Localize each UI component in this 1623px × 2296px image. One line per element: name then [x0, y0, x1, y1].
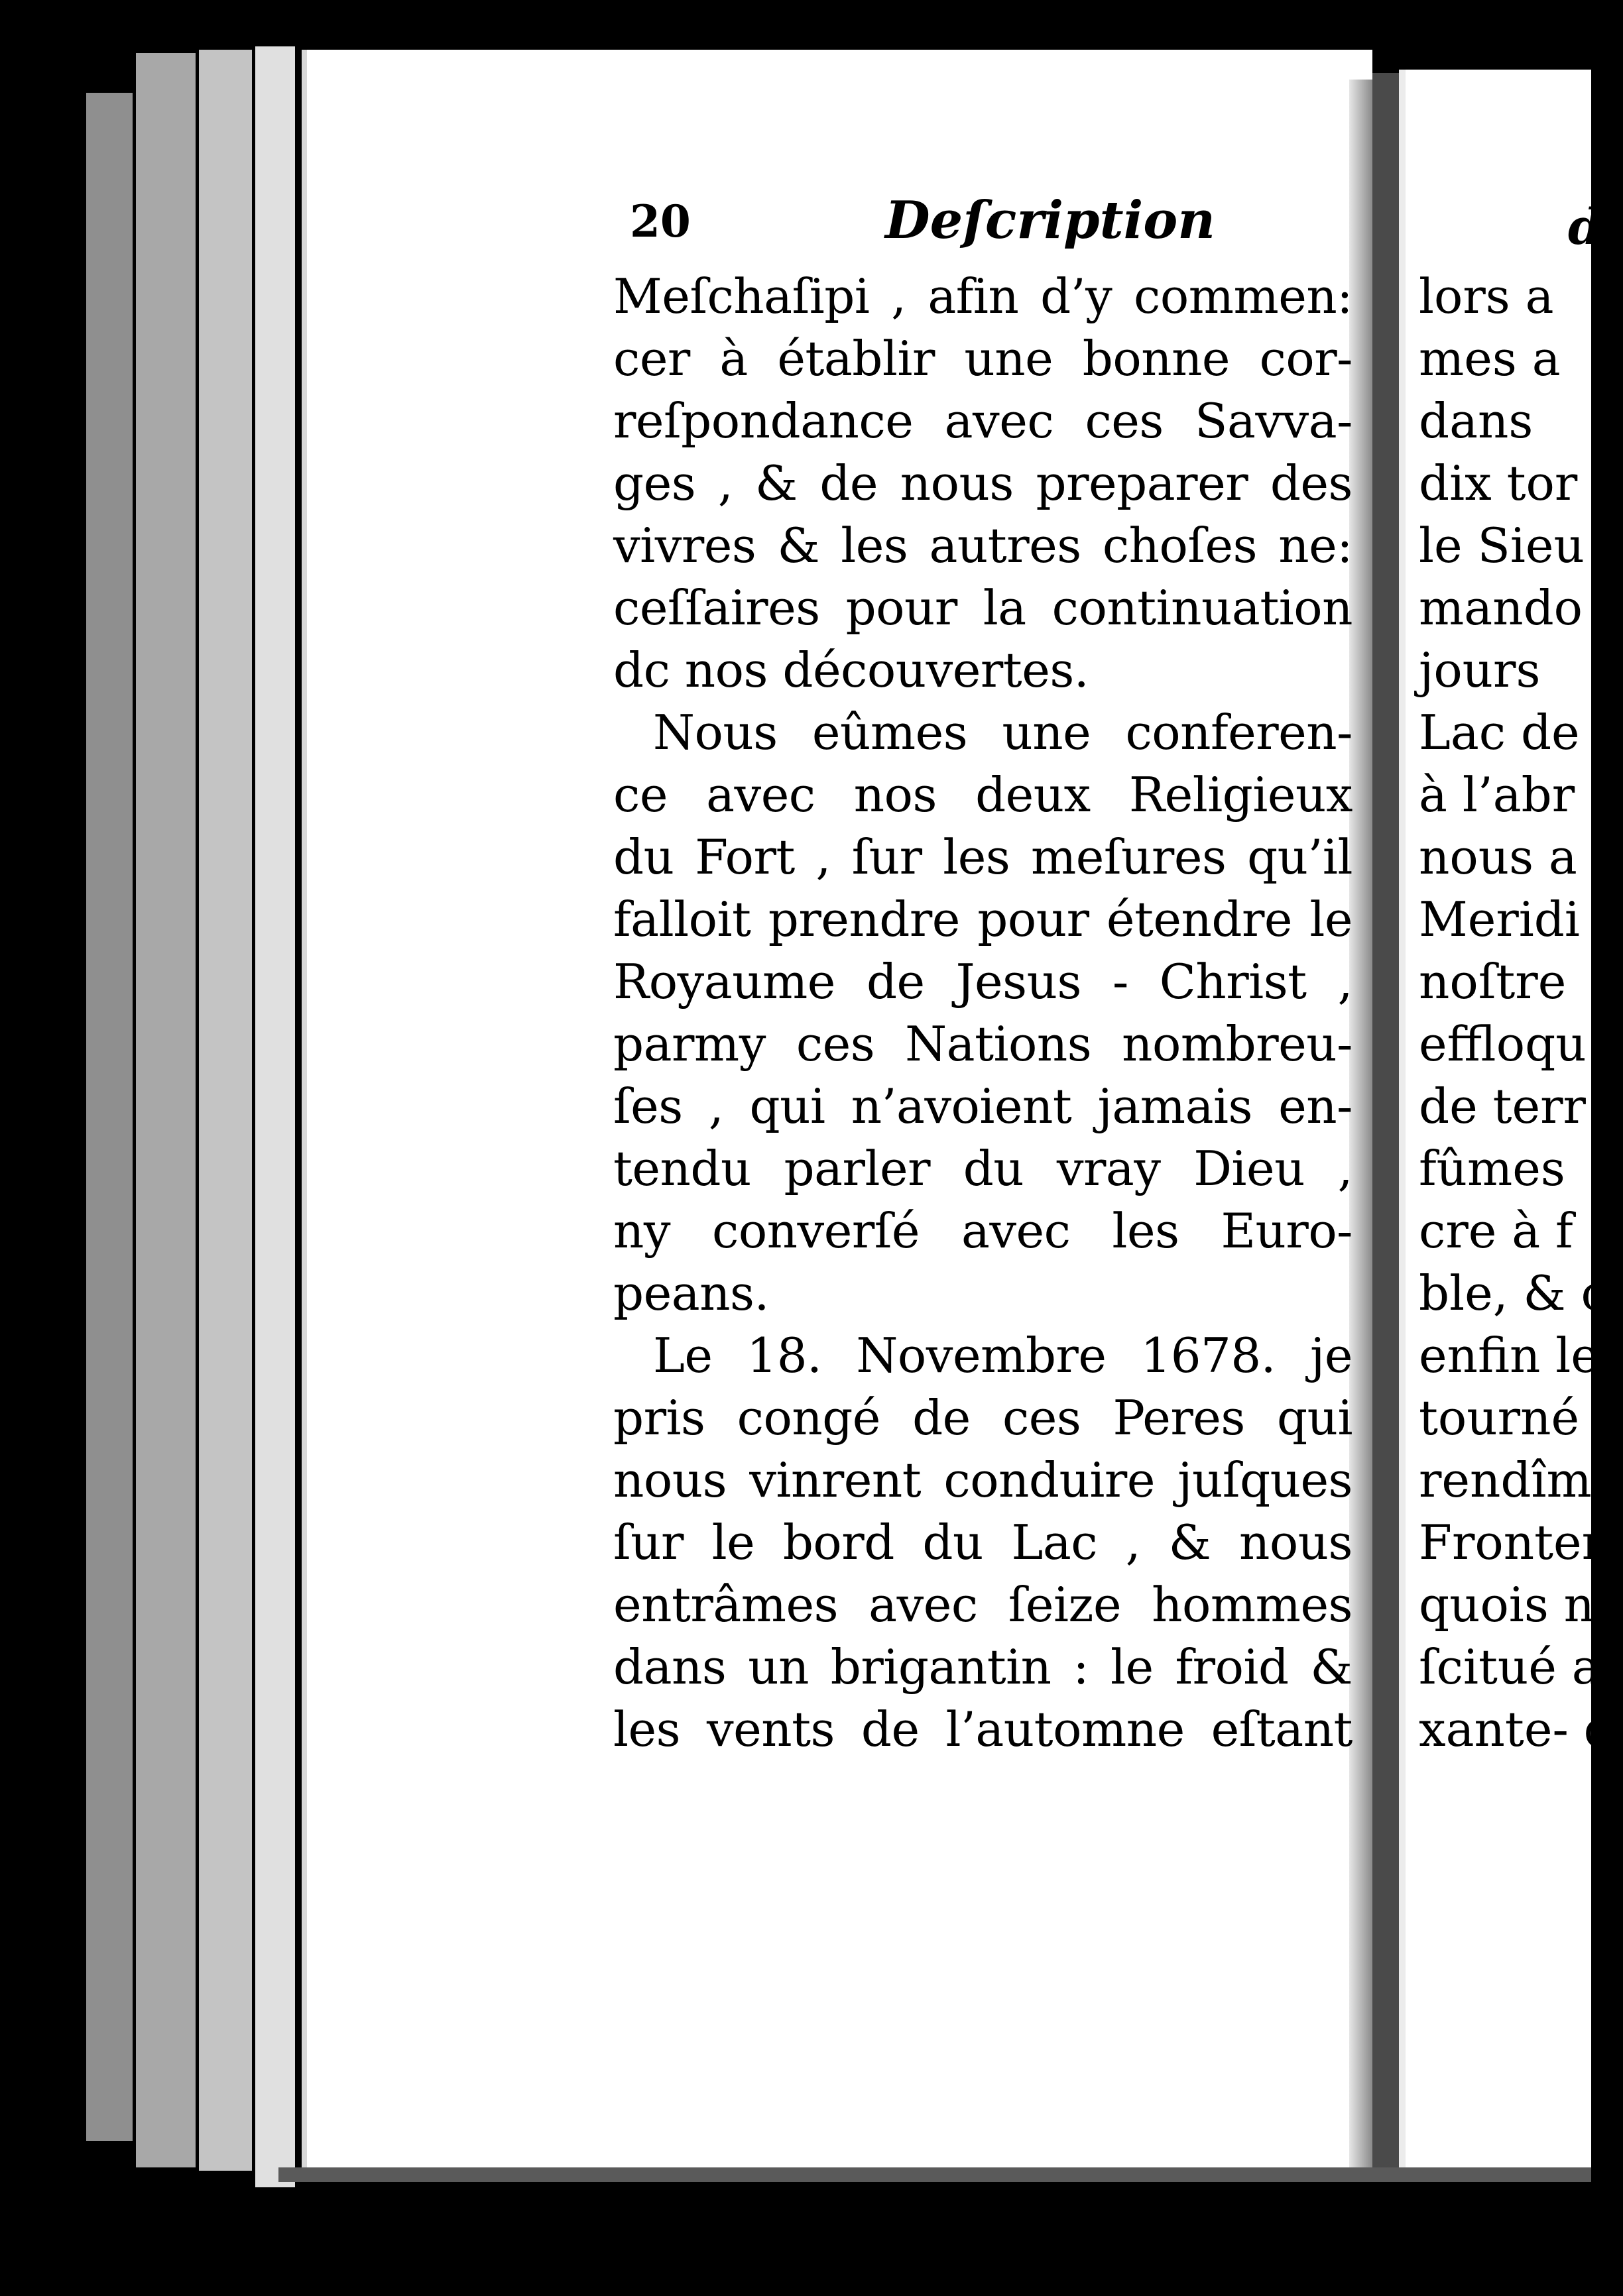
text-line: ce avec nos deux Religieux	[613, 767, 1352, 823]
text-line: jours	[1419, 642, 1541, 698]
text-line: Royaume de Jesus - Christ ,	[613, 954, 1352, 1009]
text-line: les vents de l’automne eſtant	[613, 1701, 1352, 1757]
text-line: ſcitué a	[1419, 1639, 1600, 1695]
running-head	[630, 190, 1346, 255]
text-line: pris congé de ces Peres qui	[613, 1390, 1352, 1446]
text-line: dc nos découvertes.	[613, 642, 1089, 698]
running-title: Deſcription	[885, 190, 1215, 251]
text-line: Nous eûmes une conferen-	[653, 705, 1352, 760]
text-line: effloqu	[1419, 1016, 1587, 1072]
text-line: ble, & c	[1419, 1265, 1608, 1321]
text-line: dans un brigantin : le froid &	[613, 1639, 1352, 1695]
text-line: Lac de	[1419, 705, 1580, 760]
text-line: dix tor	[1419, 455, 1578, 511]
text-line: Fronten	[1419, 1515, 1613, 1570]
text-line: nous vinrent conduire juſques	[613, 1452, 1352, 1508]
text-line: vivres & les autres choſes ne:	[613, 518, 1352, 573]
text-line: ſes , qui n’avoient jamais en-	[613, 1078, 1352, 1134]
text-line: cre à f	[1419, 1203, 1573, 1259]
text-line: lors a	[1419, 268, 1554, 324]
text-line: parmy ces Nations nombreu-	[613, 1016, 1352, 1072]
text-line: nous a	[1419, 829, 1577, 885]
text-line: quois n	[1419, 1577, 1595, 1633]
text-line: enfin le	[1419, 1328, 1599, 1383]
text-line: ny converſé avec les Euro-	[613, 1203, 1352, 1259]
page-number: 20	[630, 196, 691, 247]
text-line: peans.	[613, 1265, 769, 1321]
text-line: fûmes	[1419, 1141, 1565, 1196]
text-line: ceſſaires pour la continuation	[613, 580, 1352, 636]
text-line: le Sieu	[1419, 518, 1585, 573]
text-line: du Fort , ſur les meſures qu’il	[613, 829, 1352, 885]
text-line: dans	[1419, 393, 1533, 449]
text-line: entrâmes avec ſeize hommes	[613, 1577, 1352, 1633]
text-line: mes a	[1419, 331, 1561, 386]
text-line: Le 18. Novembre 1678. je	[653, 1328, 1352, 1383]
page-edge	[255, 46, 295, 2187]
page-edge	[86, 93, 133, 2141]
text-line: rendîme	[1419, 1452, 1620, 1508]
text-line: mando	[1419, 580, 1583, 636]
page-edge	[136, 53, 196, 2167]
text-line: tourné a	[1419, 1390, 1623, 1446]
page-bottom-edge	[278, 2167, 1591, 2182]
text-line: de terr	[1419, 1078, 1586, 1134]
text-line: ſur le bord du Lac , & nous	[613, 1515, 1352, 1570]
text-line: à l’abr	[1419, 767, 1575, 823]
right-running-head-fragment: d	[1568, 199, 1602, 256]
text-line: cer à établir une bonne cor-	[613, 331, 1352, 386]
text-line: falloit prendre pour étendre le	[613, 891, 1352, 947]
page-edge	[199, 50, 252, 2171]
text-line: tendu parler du vray Dieu ,	[613, 1141, 1352, 1196]
right-page-text	[1419, 265, 1623, 1760]
text-line: noſtre	[1419, 954, 1567, 1009]
left-page-text	[613, 265, 1352, 1760]
text-line: xante- d	[1419, 1701, 1614, 1757]
text-line: Meſchaſipi , afin d’y commen:	[613, 268, 1352, 324]
text-line: reſpondance avec ces Savva-	[613, 393, 1352, 449]
text-line: ges , & de nous preparer des	[613, 455, 1352, 511]
text-line: Meridi	[1419, 891, 1580, 947]
